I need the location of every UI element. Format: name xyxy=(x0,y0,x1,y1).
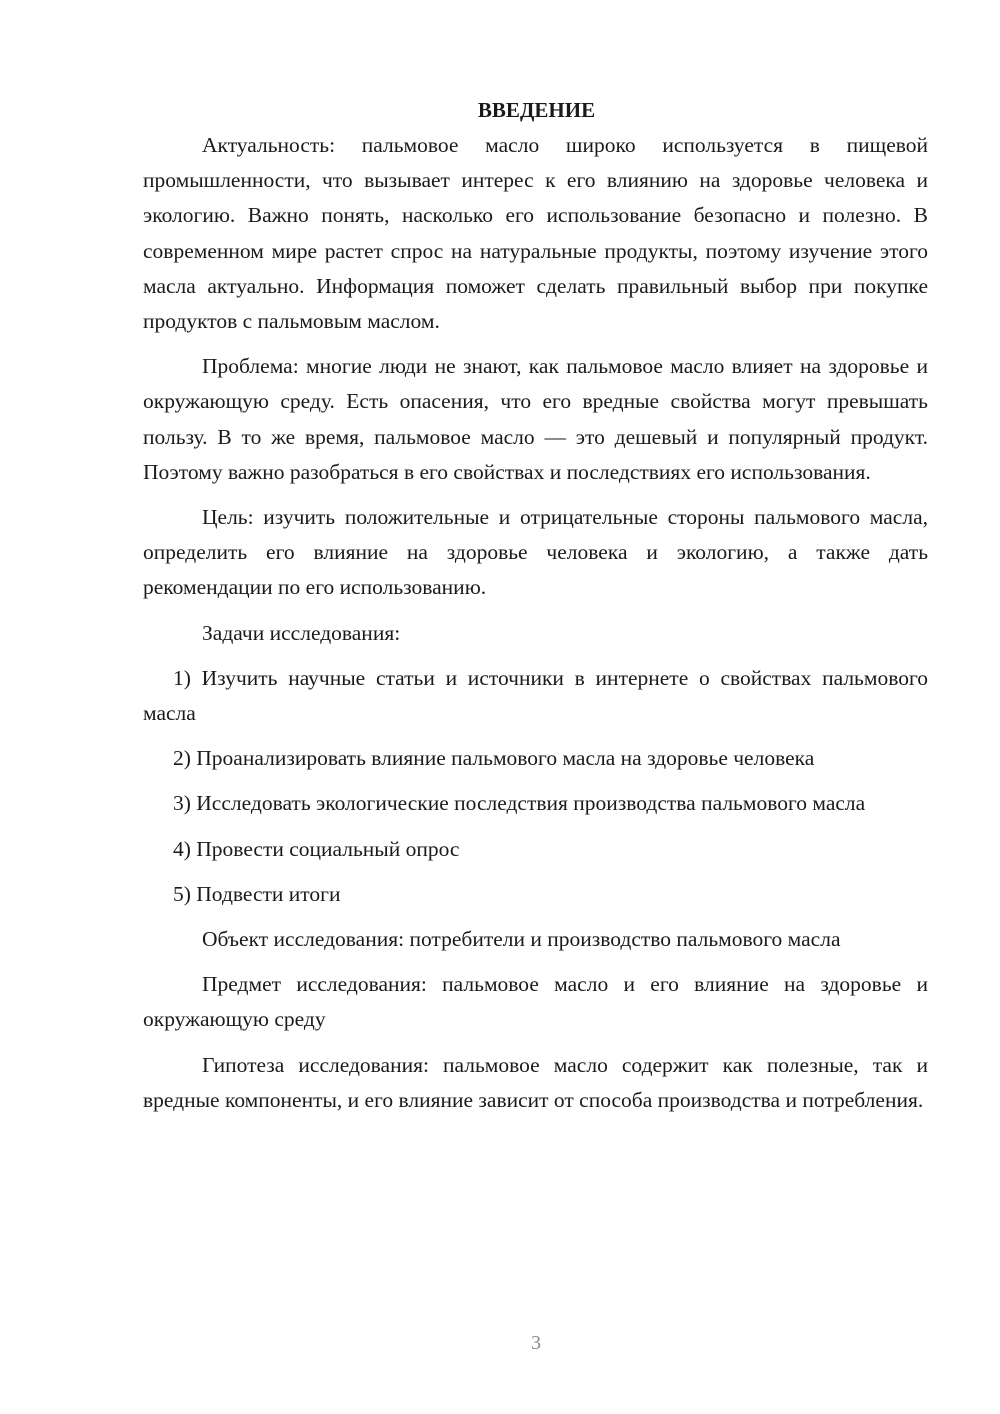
paragraph-hypothesis: Гипотеза исследования: пальмовое масло содержит как полезные, так и вредные компоненты, и его влияние зависит от способа производства и потребления. xyxy=(143,1052,928,1112)
paragraph-object: Объект исследования: потребители и производство пальмового масла xyxy=(202,927,841,952)
section-title: ВВЕДЕНИЕ xyxy=(477,98,596,122)
tasks-heading: Задачи исследования: xyxy=(202,620,401,645)
paragraph-problem: Проблема: многие люди не знают, как пальмовое масло влияет на здоровье и окружающую среду. Есть опасения, что его вредные свойства могут превышать пользу. В то же время, пальмовое масло — это дешевый и популярный продукт. Поэтому важно разобраться в его свойствах и последствиях его использования. xyxy=(143,354,928,484)
paragraph-relevance: Актуальность: пальмовое масло широко используется в пищевой промышленности, что вызывает интерес к его влиянию на здоровье человека и экологию. Важно понять, насколько его использование безопасно и полезно. В современном мире растет спрос на натуральные продукты, поэтому изучение этого масла актуально. Информация поможет сделать правильный выбор при покупке продуктов с пальмовым маслом. xyxy=(143,133,928,334)
task-item-2: 2) Проанализировать влияние пальмового масла на здоровье человека xyxy=(173,746,815,771)
document-page xyxy=(143,92,928,1118)
task-item-4: 4) Провести социальный опрос xyxy=(173,836,460,861)
task-item-3: 3) Исследовать экологические последствия производства пальмового масла xyxy=(173,791,866,816)
task-item-5: 5) Подвести итоги xyxy=(173,881,341,906)
paragraph-subject: Предмет исследования: пальмовое масло и его влияние на здоровье и окружающую среду xyxy=(143,972,928,1032)
task-item-1: 1) Изучить научные статьи и источники в интернете о свойствах пальмового масла xyxy=(143,665,928,726)
paragraph-goal: Цель: изучить положительные и отрицательные стороны пальмового масла, определить его влияние на здоровье человека и экологию, а также дать рекомендации по его использованию. xyxy=(143,505,928,600)
page-number: 3 xyxy=(531,1332,541,1354)
